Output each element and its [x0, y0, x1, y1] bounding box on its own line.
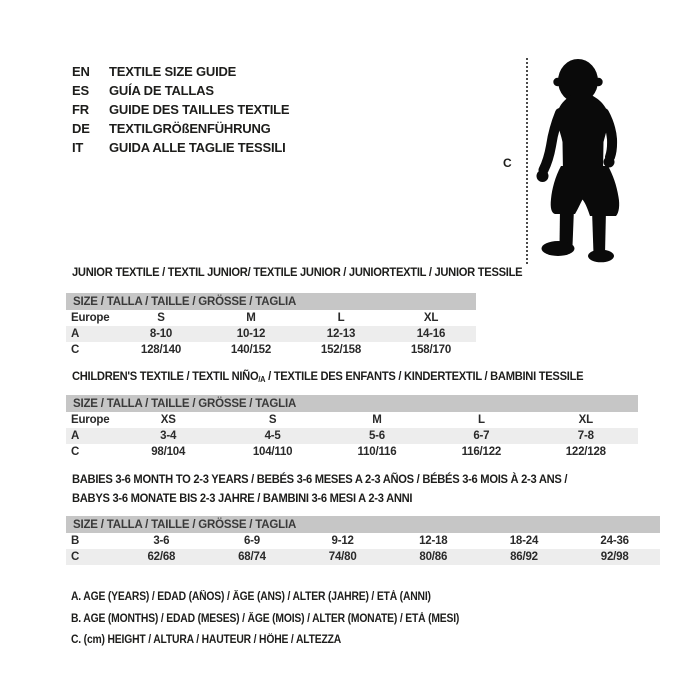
- size-cell: 3-6: [153, 535, 170, 547]
- row-label: Europe: [71, 312, 110, 324]
- babies-size-table: [66, 516, 660, 565]
- size-cell: L: [337, 312, 345, 324]
- size-cell: 3-4: [160, 430, 177, 442]
- size-cell: M: [246, 312, 256, 324]
- table-row: [66, 326, 476, 342]
- table-row: [66, 549, 660, 565]
- size-cell: 14-16: [416, 328, 446, 340]
- baby-silhouette-image: [530, 50, 645, 265]
- size-cell: 128/140: [140, 344, 182, 356]
- lang-code: EN: [72, 64, 90, 79]
- size-cell: 104/110: [252, 446, 293, 458]
- row-label: A: [71, 328, 80, 340]
- row-label: C: [71, 344, 80, 356]
- size-cell: 122/128: [565, 446, 606, 458]
- size-cell: 158/170: [410, 344, 452, 356]
- size-cell: 86/92: [510, 551, 538, 563]
- size-cell: 98/104: [151, 446, 186, 458]
- table-row: [66, 516, 660, 533]
- size-cell: 12-13: [326, 328, 356, 340]
- size-cell: 116/122: [461, 446, 502, 458]
- size-cell: 4-5: [264, 430, 281, 442]
- size-cell: XS: [160, 414, 176, 426]
- size-cell: 6-7: [473, 430, 490, 442]
- lang-row-es: [72, 81, 289, 100]
- babies-table-title: [72, 470, 567, 507]
- row-label: B: [71, 535, 80, 547]
- lang-row-de: [72, 119, 289, 138]
- size-cell: S: [157, 312, 165, 324]
- size-header-bar: SIZE / TALLA / TAILLE / GRÖSSE / TAGLIA: [66, 516, 660, 533]
- size-header-bar: SIZE / TALLA / TAILLE / GRÖSSE / TAGLIA: [66, 293, 476, 310]
- note-a: A. AGE (YEARS) / EDAD (AÑOS) / ÂGE (ANS) / ALTER (JAHRE) / ETÀ (ANNI): [71, 591, 431, 603]
- size-cell: 92/98: [600, 551, 629, 563]
- size-cell: L: [477, 414, 485, 426]
- size-cell: 10-12: [236, 328, 266, 340]
- lang-row-en: [72, 62, 289, 81]
- size-cell: 18-24: [509, 535, 539, 547]
- row-label: C: [71, 446, 80, 458]
- size-cell: 74/80: [328, 551, 357, 563]
- junior-size-table: [66, 293, 476, 358]
- size-header-bar: SIZE / TALLA / TAILLE / GRÖSSE / TAGLIA: [66, 395, 638, 412]
- lang-code: IT: [72, 140, 84, 155]
- size-cell: 9-12: [331, 535, 354, 547]
- lang-row-it: [72, 138, 289, 157]
- size-cell: S: [268, 414, 277, 426]
- size-cell: 68/74: [238, 551, 266, 563]
- language-header: [72, 62, 289, 157]
- lang-label: TEXTILE SIZE GUIDE: [109, 64, 237, 79]
- size-cell: 80/86: [419, 551, 448, 563]
- children-size-table: [66, 395, 638, 460]
- note-c: C. (cm) HEIGHT / ALTURA / HAUTEUR / HÖHE / ALTEZZA: [71, 634, 342, 646]
- note-b: B. AGE (MONTHS) / EDAD (MESES) / ÂGE (MOIS) / ALTER (MONATE) / ETÀ (MESI): [71, 612, 460, 625]
- size-cell: 7-8: [577, 430, 594, 442]
- size-cell: 140/152: [230, 344, 272, 356]
- height-measure-label: C: [503, 156, 512, 170]
- size-cell: XL: [578, 414, 593, 426]
- size-cell: 110/116: [357, 446, 397, 458]
- height-measure-dotted-line: [526, 58, 528, 264]
- row-label: C: [71, 551, 80, 563]
- children-title-suffix: / TEXTILE DES ENFANTS / KINDERTEXTIL / BAMBINI TESSILE: [265, 369, 584, 383]
- legend-notes: [71, 587, 502, 652]
- table-row: [66, 395, 638, 412]
- table-row: [66, 428, 638, 444]
- children-title-prefix: CHILDREN'S TEXTILE / TEXTIL NIÑO: [72, 369, 259, 383]
- children-title-subscript: /A: [258, 375, 266, 384]
- lang-row-fr: [72, 100, 289, 119]
- babies-title-line2: BABYS 3-6 MONATE BIS 2-3 JAHRE / BAMBINI 3-6 MESI A 2-3 ANNI: [72, 490, 413, 505]
- size-cell: 24-36: [600, 535, 629, 547]
- size-cell: 62/68: [147, 551, 176, 563]
- junior-table-title: JUNIOR TEXTILE / TEXTIL JUNIOR/ TEXTILE JUNIOR / JUNIORTEXTIL / JUNIOR TESSILE: [72, 265, 523, 279]
- lang-label: TEXTILGRÖßENFÜHRUNG: [109, 121, 271, 136]
- table-row: [66, 342, 476, 358]
- table-row: [66, 533, 660, 549]
- row-label: A: [71, 430, 80, 442]
- size-cell: 152/158: [320, 344, 362, 356]
- size-cell: XL: [423, 312, 439, 324]
- table-row: [66, 293, 476, 310]
- table-row: [66, 412, 638, 428]
- size-cell: 8-10: [149, 328, 173, 340]
- size-cell: 5-6: [368, 430, 385, 442]
- size-cell: 6-9: [243, 535, 260, 547]
- size-cell: M: [372, 414, 382, 426]
- lang-label: GUIDA ALLE TAGLIE TESSILI: [109, 140, 286, 155]
- children-table-title: [72, 369, 583, 384]
- lang-label: GUIDE DES TAILLES TEXTILE: [109, 102, 290, 117]
- lang-label: GUÍA DE TALLAS: [109, 83, 214, 98]
- table-row: [66, 310, 476, 326]
- lang-code: FR: [72, 102, 89, 117]
- lang-code: ES: [72, 83, 89, 98]
- size-cell: 12-18: [419, 535, 448, 547]
- table-row: [66, 444, 638, 460]
- row-label: Europe: [71, 414, 110, 426]
- babies-title-line1: BABIES 3-6 MONTH TO 2-3 YEARS / BEBÉS 3-6 MESES A 2-3 AÑOS / BÉBÉS 3-6 MOIS À 2-3 ANS /: [72, 472, 568, 486]
- lang-code: DE: [72, 121, 90, 136]
